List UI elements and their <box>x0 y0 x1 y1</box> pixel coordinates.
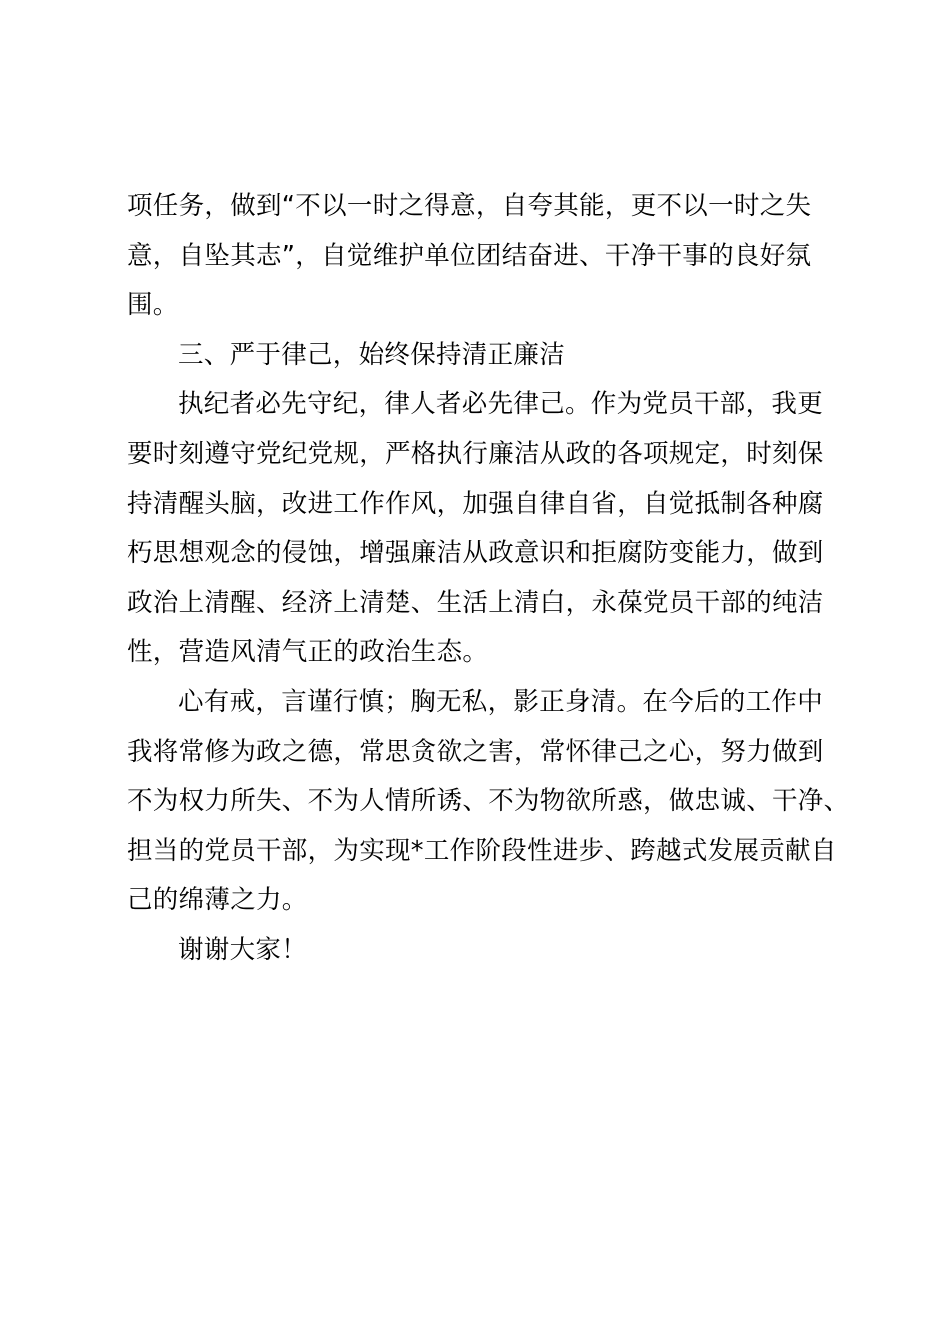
text-line: 我将常修为政之德，常思贪欲之害，常怀律己之心，努力做到 <box>127 736 824 767</box>
text-line: 政治上清醒、经济上清楚、生活上清白，永葆党员干部的纯洁 <box>127 587 824 618</box>
text-line: 持清醒头脑，改进工作作风，加强自律自省，自觉抵制各种腐 <box>127 488 824 519</box>
text-line: 性，营造风清气正的政治生态。 <box>127 637 489 668</box>
text-line: 项任务，做到“不以一时之得意，自夸其能，更不以一时之失 <box>127 191 812 221</box>
closing-line: 谢谢大家！ <box>178 934 308 965</box>
text-line: 担当的党员干部，为实现*工作阶段性进步、跨越式发展贡献自 <box>127 835 837 866</box>
section-heading: 三、严于律己，始终保持清正廉洁 <box>178 339 566 370</box>
text-line: 要时刻遵守党纪党规，严格执行廉洁从政的各项规定，时刻保 <box>127 438 824 469</box>
document-body <box>127 182 850 976</box>
text-line: 己的绵薄之力。 <box>127 885 308 916</box>
text-line: 心有戒，言谨行慎；胸无私，影正身清。在今后的工作中 <box>178 686 824 717</box>
text-line: 意，自坠其志”，自觉维护单位团结奋进、干净干事的良好氛 <box>127 240 812 271</box>
text-line: 朽思想观念的侵蚀，增强廉洁从政意识和拒腐防变能力，做到 <box>127 538 824 569</box>
text-line: 围。 <box>127 290 179 321</box>
text-line: 执纪者必先守纪，律人者必先律己。作为党员干部，我更 <box>178 389 824 420</box>
text-line: 不为权力所失、不为人情所诱、不为物欲所惑，做忠诚、干净、 <box>127 786 850 817</box>
